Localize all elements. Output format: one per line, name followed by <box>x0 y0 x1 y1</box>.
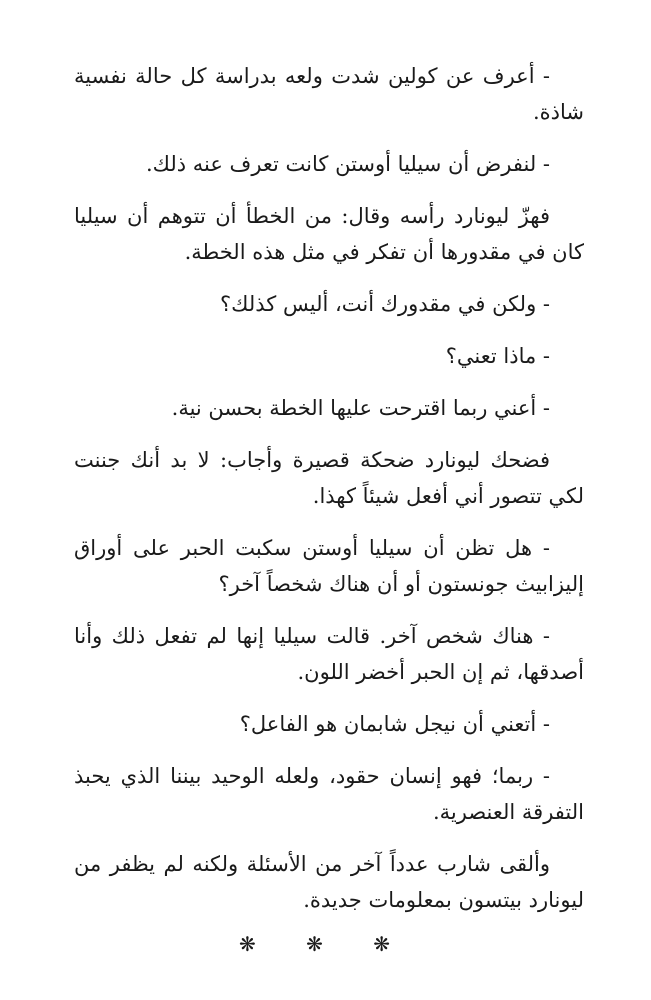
paragraph: وألقى شارب عدداً آخر من الأسئلة ولكنه لم يظفر من ليونارد بيتسون بمعلومات جديدة. <box>74 852 584 912</box>
paragraph: فضحك ليونارد ضحكة قصيرة وأجاب: لا بد أنك جننت لكي تتصور أني أفعل شيئاً كهذا. <box>74 448 584 508</box>
paragraph: - أعرف عن كولين شدت ولعه بدراسة كل حالة نفسية شاذة. <box>74 64 584 124</box>
paragraph: - أتعني أن نيجل شابمان هو الفاعل؟ <box>239 712 550 736</box>
paragraph: - هناك شخص آخر. قالت سيليا إنها لم تفعل ذلك وأنا أصدقها، ثم إن الحبر أخضر اللون. <box>74 624 584 684</box>
paragraph: - هل تظن أن سيليا أوستن سكبت الحبر على أوراق إليزابيث جونستون أو أن هناك شخصاً آخر؟ <box>74 536 584 596</box>
section-break-ornament: ❋ ❋ ❋ <box>239 932 412 956</box>
paragraph: - ولكن في مقدورك أنت، أليس كذلك؟ <box>220 292 550 316</box>
paragraph: فهزّ ليونارد رأسه وقال: من الخطأ أن تتوهم أن سيليا كان في مقدورها أن تفكر في مثل هذه الخطة. <box>74 204 584 264</box>
paragraph: - ماذا تعني؟ <box>445 344 550 368</box>
paragraph: - لنفرض أن سيليا أوستن كانت تعرف عنه ذلك. <box>145 152 550 176</box>
page-text <box>74 58 584 934</box>
paragraph: - أعني ربما اقترحت عليها الخطة بحسن نية. <box>171 396 550 420</box>
paragraph: - ربما؛ فهو إنسان حقود، ولعله الوحيد بيننا الذي يحبذ التفرقة العنصرية. <box>74 764 584 824</box>
